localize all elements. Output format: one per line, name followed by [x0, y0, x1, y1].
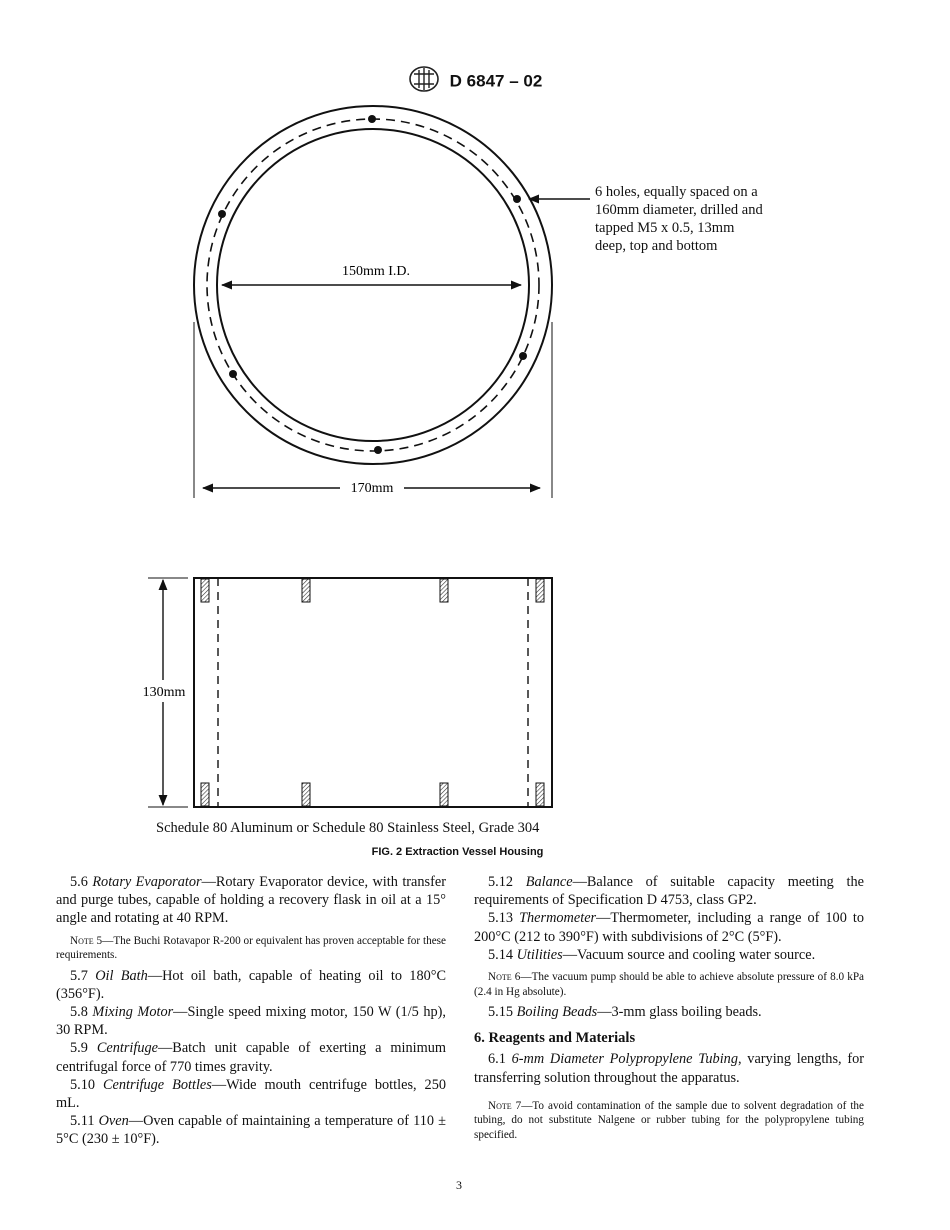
- para-5-6: 5.6 Rotary Evaporator—Rotary Evaporator device, with transfer and purge tubes, capable of holding a recovery flask in oil at a 15° angle and rotating at 40 RPM.: [56, 874, 446, 927]
- para-5-14: 5.14 Utilities—Vacuum source and cooling water source.: [488, 946, 816, 963]
- para-5-13: 5.13 Thermometer—Thermometer, including a range of 100 to 200°C (212 to 390°F) with subdivisions of 2°C (5°F).: [474, 910, 865, 945]
- para-6-1: 6.1 6-mm Diameter Polypropylene Tubing, varying lengths, for transferring solution throughout the apparatus.: [474, 1051, 865, 1086]
- left-column: [56, 873, 446, 1149]
- para-5-9: 5.9 Centrifuge—Batch unit capable of exerting a minimum centrifugal force of 770 times gravity.: [56, 1040, 446, 1075]
- right-column: [474, 873, 864, 1146]
- tapped-holes: [201, 579, 544, 806]
- height-dim-label: 130mm: [142, 685, 186, 700]
- side-view-body: [194, 578, 552, 807]
- outer-dim-label: 170mm: [350, 481, 394, 496]
- section-6-heading: 6. Reagents and Materials: [474, 1030, 636, 1047]
- designation: D 6847 – 02: [449, 71, 543, 91]
- callout-text: 6 holes, equally spaced on a 160mm diameter, drilled and tapped M5 x 0.5, 13mm deep, top and bottom: [595, 184, 763, 254]
- para-5-8: 5.8 Mixing Motor—Single speed mixing motor, 150 W (1/5 hp), 30 RPM.: [56, 1004, 446, 1039]
- note-7: Note 7—To avoid contamination of the sample due to solvent degradation of the tubing, do not substitute Nalgene or rubber tubing for the polypropylene tubing specified.: [474, 1099, 864, 1141]
- material-caption: Schedule 80 Aluminum or Schedule 80 Stainless Steel, Grade 304: [156, 820, 540, 836]
- note-6: Note 6—The vacuum pump should be able to achieve absolute pressure of 8.0 kPa (2.4 in Hg absolute).: [474, 971, 865, 998]
- figure-caption: FIG. 2 Extraction Vessel Housing: [371, 846, 544, 858]
- para-5-11: 5.11 Oven—Oven capable of maintaining a temperature of 110 ± 5°C (230 ± 10°F).: [56, 1113, 446, 1148]
- para-5-15: 5.15 Boiling Beads—3-mm glass boiling beads.: [488, 1004, 762, 1021]
- note-5: Note 5—The Buchi Rotavapor R-200 or equivalent has proven acceptable for these requirements.: [56, 934, 447, 962]
- para-5-7: 5.7 Oil Bath—Hot oil bath, capable of heating oil to 180°C (356°F).: [56, 967, 446, 1002]
- inner-dim-label: 150mm I.D.: [341, 264, 411, 279]
- page-number: 3: [456, 1178, 462, 1192]
- para-5-12: 5.12 Balance—Balance of suitable capacity meeting the requirements of Specification D 4753, class GP2.: [474, 874, 864, 909]
- para-5-10: 5.10 Centrifuge Bottles—Wide mouth centrifuge bottles, 250 mL.: [56, 1076, 446, 1112]
